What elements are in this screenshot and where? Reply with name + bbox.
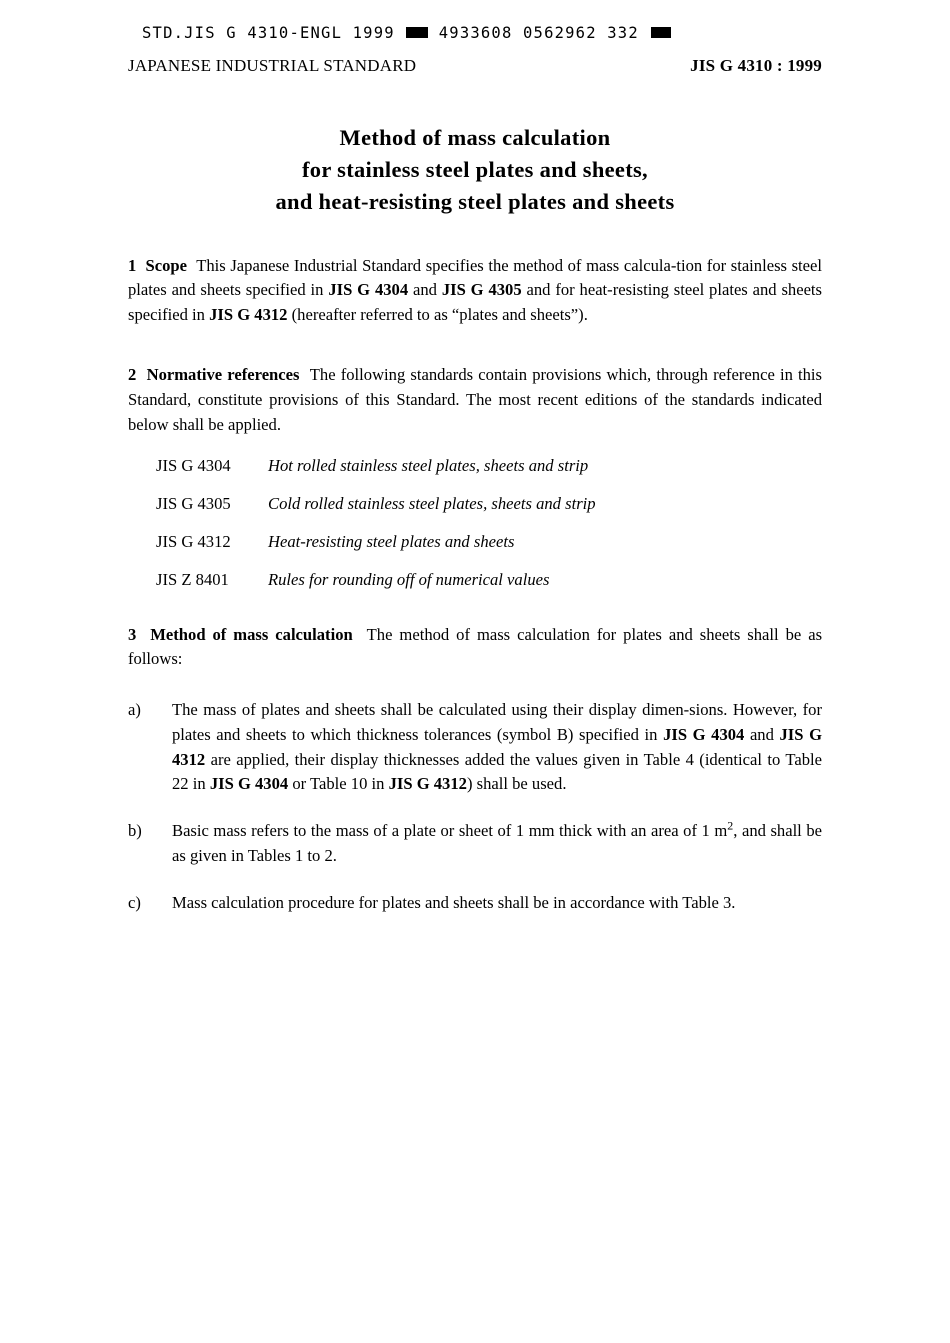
scan-header-left-text: STD.JIS G 4310-ENGL 1999	[142, 23, 395, 43]
scan-header-right-text: 4933608 0562962 332	[438, 23, 639, 43]
item-ref-2: JIS G 4312	[172, 724, 822, 769]
reference-code: JIS G 4305	[156, 493, 231, 513]
clause-1-text-1: This Japanese Industrial Standard specifies the method of mass calcula-tion for stainless steel plates and sheets specified in	[128, 255, 822, 300]
clause-2-text: The following standards contain provisions which, through reference in this Standard, constitute provisions of this Standard. The most recent editions of the standards indicated below shall be applied.	[128, 365, 822, 434]
clause-2-normative-references	[128, 363, 822, 437]
list-item	[128, 891, 822, 916]
list-item	[156, 530, 822, 555]
running-head-left: JAPANESE INDUSTRIAL STANDARD	[128, 56, 417, 75]
clause-1-number: 1	[128, 255, 137, 275]
clause-1-scope	[128, 254, 822, 328]
clause-3-method-of-mass-calculation	[128, 623, 822, 672]
clause-3-text: The method of mass calculation for plates and sheets shall be as follows:	[128, 624, 823, 669]
clause-3-item-list	[128, 698, 822, 916]
title-line-1: Method of mass calculation	[339, 125, 611, 150]
list-item	[128, 698, 822, 798]
running-head	[128, 56, 822, 76]
item-ref-4: JIS G 4312	[388, 774, 467, 794]
reference-code: JIS G 4312	[156, 531, 231, 551]
item-text-part-2: , and shall be as given in Tables 1 to 2.	[172, 821, 822, 866]
reference-title: Hot rolled stainless steel plates, sheets and strip	[268, 456, 589, 476]
reference-code: JIS Z 8401	[156, 569, 229, 589]
item-marker: c)	[128, 893, 141, 913]
barcode-block-end-icon	[651, 27, 671, 38]
clause-1-text-4: (hereafter referred to as “plates and sheets”).	[287, 304, 588, 324]
list-item	[156, 568, 822, 593]
item-text	[172, 819, 822, 869]
item-superscript: 2	[727, 818, 734, 833]
list-item	[156, 454, 822, 479]
clause-1-text-2: and	[408, 280, 442, 300]
item-text-part-1: Basic mass refers to the mass of a plate or sheet of 1 mm thick with an area of 1 m	[172, 821, 728, 841]
clause-1-heading: Scope	[145, 255, 187, 275]
clause-1-ref-3: JIS G 4312	[209, 304, 288, 324]
reference-title: Heat-resisting steel plates and sheets	[268, 531, 515, 551]
item-ref-3: JIS G 4304	[209, 774, 289, 794]
clause-3-heading: Method of mass calculation	[150, 624, 353, 644]
document-title	[128, 122, 822, 218]
item-ref-1: JIS G 4304	[663, 724, 745, 744]
item-text	[172, 698, 822, 798]
barcode-block-icon	[406, 27, 428, 38]
list-item	[128, 819, 822, 869]
clause-2-heading: Normative references	[146, 365, 300, 385]
title-line-2: for stainless steel plates and sheets,	[302, 156, 648, 182]
reference-title: Cold rolled stainless steel plates, sheets and strip	[268, 493, 596, 513]
item-text-part-4: or Table 10 in	[288, 774, 389, 794]
reference-title: Rules for rounding off of numerical values	[268, 569, 550, 589]
clause-1-ref-1: JIS G 4304	[328, 280, 409, 300]
clause-1-text-3: and for heat-resisting steel plates and sheets specified in	[128, 280, 823, 324]
item-text: Mass calculation procedure for plates and sheets shall be in accordance with Table 3.	[172, 893, 736, 913]
scan-header-line	[142, 24, 822, 42]
running-head-right: JIS G 4310 : 1999	[690, 56, 822, 75]
page-content	[128, 24, 822, 938]
clause-2-number: 2	[128, 365, 137, 385]
reference-code: JIS G 4304	[156, 456, 231, 476]
clause-1-ref-2: JIS G 4305	[441, 280, 522, 300]
list-item	[156, 492, 822, 517]
title-line-3: and heat-resisting steel plates and sheets	[275, 188, 675, 214]
item-marker: b)	[128, 821, 142, 841]
item-text-part-3: are applied, their display thicknesses added the values given in Table 4 (identical to Table 22 in	[172, 749, 822, 794]
item-text-part-2: and	[744, 724, 780, 744]
clause-3-number: 3	[128, 624, 137, 644]
item-text-part-5: ) shall be used.	[466, 774, 567, 794]
item-marker: a)	[128, 699, 141, 719]
item-text-part-1: The mass of plates and sheets shall be calculated using their display dimen-sions. However, for plates and sheets to which thickness tolerances (symbol B) specified in	[172, 699, 822, 744]
normative-reference-list	[128, 454, 822, 593]
